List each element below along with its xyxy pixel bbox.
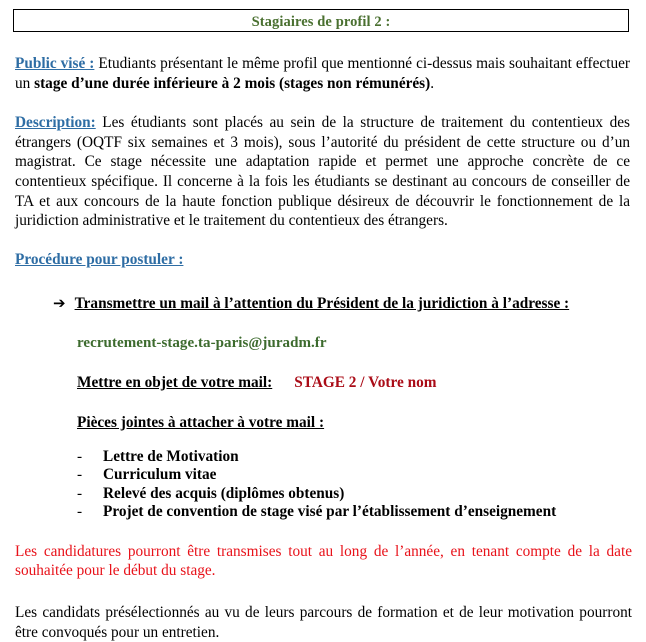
list-item xyxy=(77,466,628,485)
public-vise-text-2: . xyxy=(430,74,435,92)
list-item-label: Relevé des acquis (diplômes obtenus) xyxy=(103,484,345,502)
arrow-right-icon: ➔ xyxy=(53,293,66,312)
public-vise-label: Public visé : xyxy=(15,55,95,72)
page-title: Stagiaires de profil 2 : xyxy=(251,14,391,30)
description-label: Description: xyxy=(15,114,96,132)
procedure-heading: Procédure pour postuler : xyxy=(15,250,184,268)
paragraph-public-vise xyxy=(13,54,632,93)
spacer xyxy=(13,93,628,113)
dash-bullet-icon: - xyxy=(77,484,83,502)
spacer xyxy=(13,231,628,251)
list-item-label: Curriculum vitae xyxy=(103,466,217,484)
mail-subject-value: STAGE 2 / Votre nom xyxy=(294,373,437,391)
spacer xyxy=(13,581,628,603)
attachments-heading: Pièces jointes à attacher à votre mail : xyxy=(77,413,325,431)
attachments-list xyxy=(13,448,628,522)
procedure-mail-label: Transmettre un mail à l’attention du Président de la juridiction à l’adresse : xyxy=(74,294,570,312)
procedure-mail-row xyxy=(13,295,628,313)
notice-red: Les candidatures pourront être transmises tout au long de l’année, en tenant compte de la date souhaitée pour le début du stage. xyxy=(15,542,632,580)
dash-bullet-icon: - xyxy=(77,503,83,521)
procedure-heading-row xyxy=(13,251,628,269)
spacer xyxy=(13,392,628,414)
mail-subject-row xyxy=(13,374,628,392)
list-item xyxy=(77,503,628,522)
spacer xyxy=(13,32,628,54)
description-text: Les étudiants sont placés au sein de la structure de traitement du contentieux des étrangers (OQTF six semaines et 3 mois), sous l’autorité du président de cette structure ou d’un magistrat. Ce stage nécessite une adaptation rapide et permet une approche concrète de ce contentieux spécifique. Il concerne à la fois les étudiants se destinant au concours de conseiller de TA et aux concours de la haute fonction publique désireux de découvrir le fonctionnement de la juridiction administrative et le traitement du contentieux des étrangers. xyxy=(15,114,630,230)
title-box xyxy=(13,9,629,32)
list-item xyxy=(77,485,628,504)
list-item-label: Lettre de Motivation xyxy=(103,447,239,465)
spacer xyxy=(13,269,628,295)
contact-email[interactable]: recrutement-stage.ta-paris@juradm.fr xyxy=(77,334,327,351)
spacer xyxy=(13,313,628,335)
mail-subject-label: Mettre en objet de votre mail: xyxy=(77,373,273,391)
paragraph-description xyxy=(13,113,632,231)
dash-bullet-icon: - xyxy=(77,466,83,484)
spacer xyxy=(13,352,628,374)
notice-black: Les candidats présélectionnés au vu de leurs parcours de formation et de leur motivation pourront être convoqués pour un entretien. xyxy=(15,603,632,641)
list-item-label: Projet de convention de stage visé par l’établissement d’enseignement xyxy=(103,503,557,521)
attachments-heading-row xyxy=(13,414,628,432)
spacer xyxy=(13,432,628,448)
dash-bullet-icon: - xyxy=(77,447,83,465)
public-vise-text-1: Etudiants présentant le même profil que mentionné ci-dessus mais souhaitant effectuer un xyxy=(15,55,630,92)
list-item xyxy=(77,448,628,467)
public-vise-bold: stage d’une durée inférieure à 2 mois (stages non rémunérés) xyxy=(34,74,431,92)
spacer xyxy=(13,522,628,542)
